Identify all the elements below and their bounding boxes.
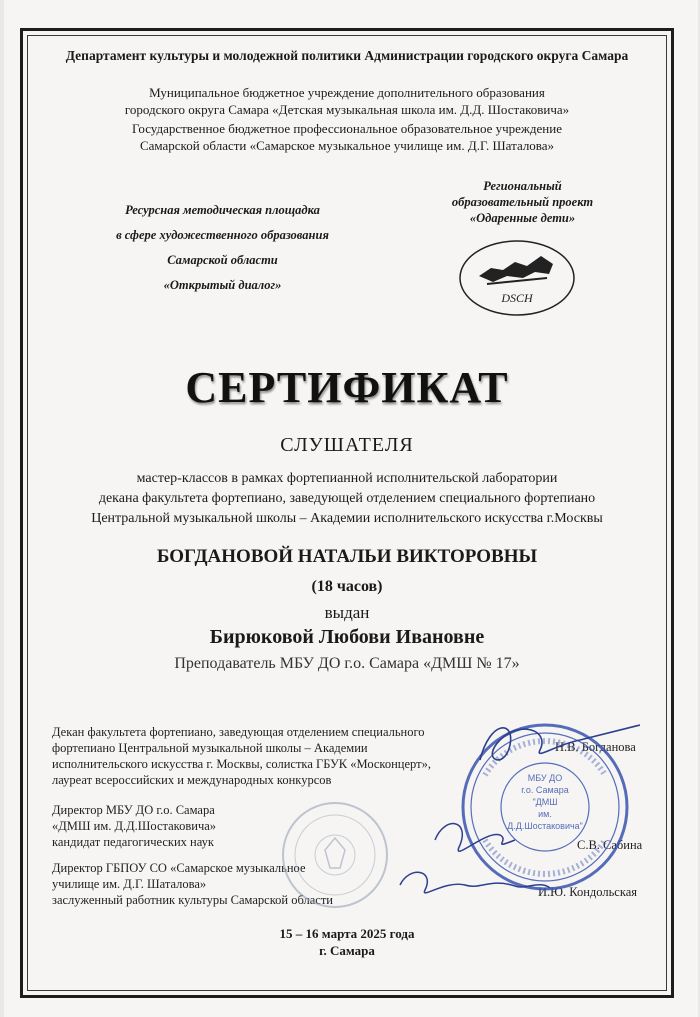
department-heading: Департамент культуры и молодежной политики Администрации городского округа Самара: [65, 48, 629, 63]
org2-line1: Государственное бюджетное профессиональное образовательное учреждение: [132, 121, 562, 136]
stamp-line2: г.о. Самара: [521, 785, 569, 795]
signatory-dean-name: Н.В. Богданова: [555, 740, 636, 754]
signatory-college-director-name: И.Ю. Кондольская: [538, 885, 638, 899]
issued-label: выдан: [324, 603, 370, 622]
sig2-line2: «ДМШ им. Д.Д.Шостаковича»: [52, 819, 217, 833]
sig3-line1: Директор ГБПОУ СО «Самарское музыкальное: [52, 861, 306, 875]
stamp-line3: "ДМШ: [532, 797, 558, 807]
college-organization: [27, 120, 667, 154]
sig3-line2: училище им. Д.Г. Шаталова»: [52, 877, 207, 891]
org1-line2: городского округа Самара «Детская музыкальная школа им. Д.Д. Шостаковича»: [124, 102, 570, 117]
sig2-line3: кандидат педагогических наук: [52, 835, 214, 849]
logo-text: DSCH: [501, 291, 533, 305]
certificate-title: СЕРТИФИКАТ: [185, 363, 509, 412]
sig2-line1: Директор МБУ ДО г.о. Самара: [52, 803, 215, 817]
dsch-logo-icon: [457, 238, 577, 318]
left-line3: Самарской области: [167, 253, 278, 267]
sig1-line3: исполнительского искусства г. Москвы, солистка ГБУК «Москонцерт»,: [52, 757, 431, 771]
school-organization: [27, 84, 667, 118]
signatory-school-director: [52, 802, 312, 850]
right-line2: образовательный проект: [451, 195, 594, 209]
desc-line3: Центральной музыкальной школы – Академии исполнительского искусства г.Москвы: [91, 511, 603, 526]
handwritten-signatures-icon: [340, 700, 643, 940]
event-date: 15 – 16 марта 2025 года: [279, 926, 415, 941]
certificate-description: [27, 469, 667, 529]
stamp-line1: МБУ ДО: [527, 773, 563, 783]
sig1-line4: лауреат всероссийских и международных конкурсов: [52, 773, 332, 787]
left-line4: «Открытый диалог»: [163, 278, 282, 292]
right-line3: «Одаренные дети»: [469, 211, 576, 225]
certificate-subtitle: СЛУШАТЕЛЯ: [280, 434, 414, 456]
stamp-line4: им.: [538, 809, 552, 819]
org1-line1: Муниципальное бюджетное учреждение дополнительного образования: [149, 85, 545, 100]
event-city: г. Самара: [319, 943, 375, 958]
desc-line1: мастер-классов в рамках фортепианной исполнительской лаборатории: [136, 471, 558, 486]
left-line1: Ресурсная методическая площадка: [125, 203, 320, 217]
course-hours: (18 часов): [311, 578, 383, 595]
sig1-line1: Декан факультета фортепиано, заведующая отделением специального: [52, 725, 425, 739]
laboratory-head-name: БОГДАНОВОЙ НАТАЛЬИ ВИКТОРОВНЫ: [156, 546, 538, 567]
resource-platform-block: [90, 198, 355, 298]
regional-project-block: [430, 178, 615, 226]
recipient-position: Преподаватель МБУ ДО г.о. Самара «ДМШ № 17»: [174, 655, 520, 672]
signatory-school-director-name: С.В. Сабина: [577, 838, 643, 852]
org2-line2: Самарской области «Самарское музыкальное училище им. Д.Г. Шаталова»: [139, 138, 555, 153]
stamp-line5: Д.Д.Шостаковича": [507, 821, 583, 831]
right-line1: Региональный: [483, 179, 562, 193]
recipient-name: Бирюковой Любови Ивановне: [209, 626, 485, 648]
desc-line2: декана факультета фортепиано, заведующей отделением специального фортепиано: [98, 491, 596, 506]
sig1-line2: фортепиано Центральной музыкальной школы – Академии: [52, 741, 368, 755]
sig3-line3: заслуженный работник культуры Самарской области: [52, 893, 333, 907]
left-line2: в сфере художественного образования: [116, 228, 329, 242]
